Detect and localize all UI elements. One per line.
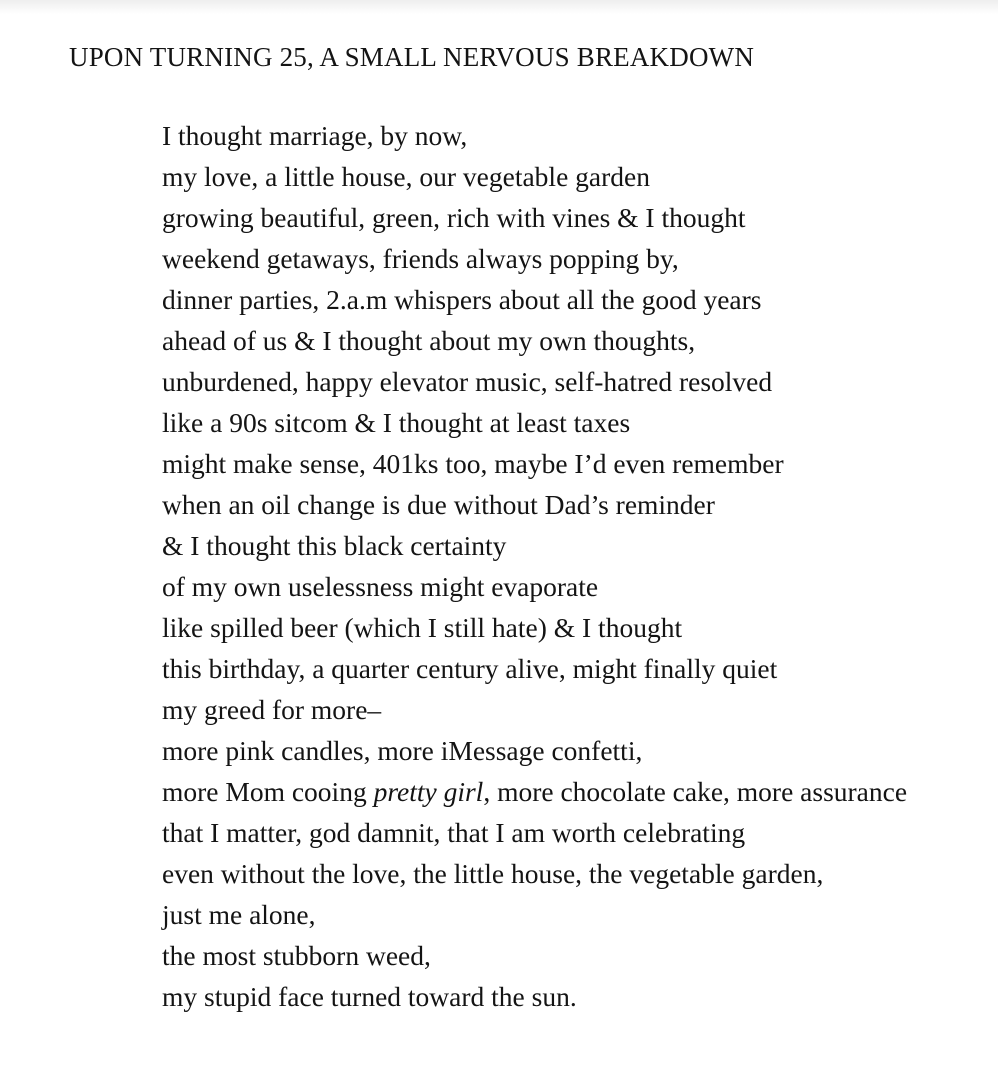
poem-line-4: weekend getaways, friends always popping by,: [162, 243, 679, 274]
poem-line-5: dinner parties, 2.a.m whispers about all the good years: [162, 284, 762, 315]
poem-line-11: & I thought this black certainty: [162, 530, 507, 561]
poem-line-22: my stupid face turned toward the sun.: [162, 981, 577, 1012]
poem-body: [162, 115, 907, 1017]
poem-line-20: just me alone,: [162, 899, 316, 930]
poem-line-17: [162, 771, 907, 812]
poem-line-10: when an oil change is due without Dad’s reminder: [162, 489, 715, 520]
poem-line-17-end: , more chocolate cake, more assurance: [483, 776, 908, 807]
poem-line-15: my greed for more–: [162, 694, 382, 725]
poem-line-6: ahead of us & I thought about my own thoughts,: [162, 325, 696, 356]
poem-line-16: more pink candles, more iMessage confetti,: [162, 735, 643, 766]
poem-line-13: like spilled beer (which I still hate) & I thought: [162, 612, 683, 643]
poem-line-21: the most stubborn weed,: [162, 940, 431, 971]
poem-line-18: that I matter, god damnit, that I am worth celebrating: [162, 817, 746, 848]
poem-line-17-italic: pretty girl: [373, 776, 484, 807]
poem-line-8: like a 90s sitcom & I thought at least taxes: [162, 407, 631, 438]
page-top-shadow: [0, 0, 998, 14]
poem-line-17-start: more Mom cooing: [162, 776, 374, 807]
poem-line-9: might make sense, 401ks too, maybe I’d even remember: [162, 448, 784, 479]
poem-line-2: my love, a little house, our vegetable garden: [162, 161, 650, 192]
poem-line-14: this birthday, a quarter century alive, might finally quiet: [162, 653, 778, 684]
poem-line-7: unburdened, happy elevator music, self-hatred resolved: [162, 366, 773, 397]
poem-line-12: of my own uselessness might evaporate: [162, 571, 599, 602]
poem-line-19: even without the love, the little house, the vegetable garden,: [162, 858, 824, 889]
poem-line-3: growing beautiful, green, rich with vines & I thought: [162, 202, 746, 233]
poem-title: UPON TURNING 25, A SMALL NERVOUS BREAKDOWN: [69, 42, 755, 72]
poem-line-1: I thought marriage, by now,: [162, 120, 468, 151]
